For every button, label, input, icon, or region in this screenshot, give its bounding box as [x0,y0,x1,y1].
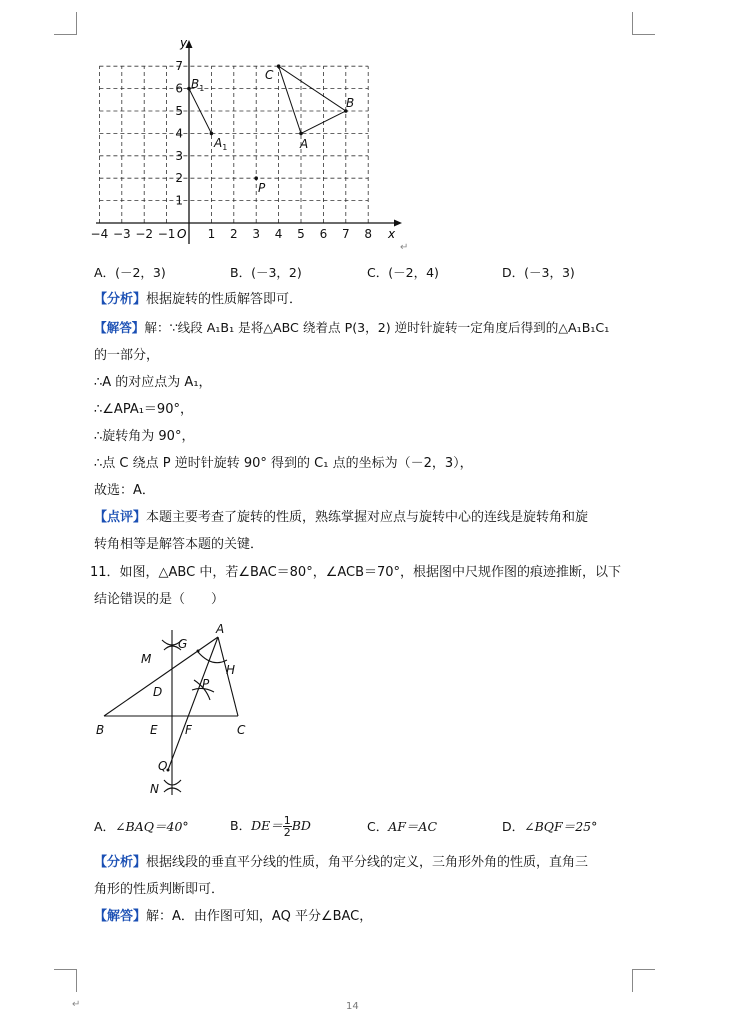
origin-label: O [177,227,187,241]
x-tick-label: −1 [157,227,176,241]
solution-2: 【解答】解：A．由作图可知，AQ 平分∠BAC， [94,909,373,924]
analysis-2-line-1: 【分析】根据线段的垂直平分线的性质，角平分线的定义，三角形外角的性质，直角三 [94,855,589,870]
x-axis-arrow [394,220,402,227]
x-tick-label: 6 [319,227,328,241]
y-tick-label: 3 [175,148,183,163]
x-tick-label: 4 [274,227,283,241]
q10-option-b[interactable]: B．(－3，2) [230,265,302,280]
tri-label-F: F [185,723,192,737]
y-tick-label: 2 [175,171,183,186]
solution-1-line-4: ∴∠APA₁＝90°， [94,402,193,417]
y-tick-label: 4 [175,126,183,141]
analysis-1: 【分析】根据旋转的性质解答即可． [94,292,303,307]
point-G-dot [197,650,200,653]
fraction-one-half: $\frac{1}{2}$ [283,814,291,839]
analysis-2-line-2: 角形的性质判断即可． [94,882,225,897]
point-A [299,132,303,136]
corner-mark-bottom-left [54,969,77,992]
bisector-AQ [168,637,218,770]
tri-label-M: M [141,652,152,666]
x-tick-label: 5 [297,227,305,241]
tri-label-G: G [178,637,188,651]
coordinate-graph [88,34,418,254]
label-P: P [258,181,266,195]
bottom-return-mark: ↵ [72,999,81,1010]
y-tick-label: 7 [175,59,183,74]
q10-option-c[interactable]: C．(－2，4) [367,265,439,280]
question-11-line-1: 11．如图，△ABC 中，若∠BAC＝80°，∠ACB＝70°，根据图中尺规作图的痕迹推断，以下 [90,565,622,580]
tri-label-P: P [202,677,210,691]
solution-1-line-5: ∴旋转角为 90°， [94,429,195,444]
tri-label-H: H [226,663,236,677]
solution-1-line-3: ∴A 的对应点为 A₁， [94,375,212,390]
x-tick-label: 7 [341,227,350,241]
point-P [254,176,258,180]
return-mark: ↵ [400,242,409,253]
q11-option-d[interactable]: D．∠BQF＝25° [502,819,598,834]
y-tick-label: 1 [175,193,183,208]
x-tick-labels [91,227,372,241]
tri-label-E: E [150,723,158,737]
axis-y-label: y [180,36,188,50]
point-A1 [210,132,214,136]
tri-label-B: B [96,723,105,737]
q10-option-d[interactable]: D．(－3，3) [502,265,575,280]
graph-grid [99,66,368,223]
y-tick-label: 5 [175,104,183,118]
tri-label-N: N [150,782,159,796]
q11-option-a[interactable]: A．∠BAQ＝40° [94,819,189,834]
q10-option-a[interactable]: A．(－2，3) [94,265,166,280]
point-C [277,64,281,68]
label-B1: $B_1$ [191,77,205,93]
tri-label-Q: Q [158,759,168,773]
x-tick-label: −2 [135,227,154,241]
label-A: A [300,137,309,151]
solution-1-line-1: 【解答】解：∵线段 A₁B₁ 是将△ABC 绕着点 P(3，2) 逆时针旋转一定角度后得到的△A₁B₁C₁ [94,320,610,335]
corner-mark-bottom-right [632,969,655,992]
solution-1-line-2: 的一部分， [94,348,160,363]
tri-label-C: C [237,723,246,737]
corner-mark-top-right [632,12,655,35]
x-tick-label: 3 [252,227,261,241]
solution-1-line-7: 故选：A． [94,483,155,498]
question-11-line-2: 结论错误的是（ ） [94,592,225,607]
tri-label-A: A [216,622,225,636]
tri-label-D: D [153,685,163,699]
comment-1-line-2: 转角相等是解答本题的关键． [94,537,264,552]
side-AB [104,637,218,716]
solution-1-line-6: ∴点 C 绕点 P 逆时针旋转 90° 得到的 C₁ 点的坐标为（－2，3）， [94,456,473,471]
label-C: C [265,68,274,82]
y-tick-labels [175,59,183,207]
q11-option-c[interactable]: C．AF＝AC [367,819,438,834]
triangle-ABC [279,66,346,133]
label-B: B [346,96,355,110]
q11-option-b[interactable]: B．DE＝ $\frac{1}{2}$ BD [230,814,311,839]
x-tick-label: −3 [112,227,131,241]
x-tick-label: 1 [207,227,216,241]
label-A1: $A_1$ [214,136,228,152]
page-number: 14 [346,1001,359,1012]
x-tick-label: 2 [229,227,238,241]
y-tick-label: 6 [175,81,183,96]
triangle-construction-figure [90,618,270,803]
corner-mark-top-left [54,12,77,35]
x-tick-label: −4 [90,227,109,241]
axis-x-label: x [388,227,396,241]
x-tick-label: 8 [364,227,373,241]
comment-1-line-1: 【点评】本题主要考查了旋转的性质，熟练掌握对应点与旋转中心的连线是旋转角和旋 [94,510,589,525]
